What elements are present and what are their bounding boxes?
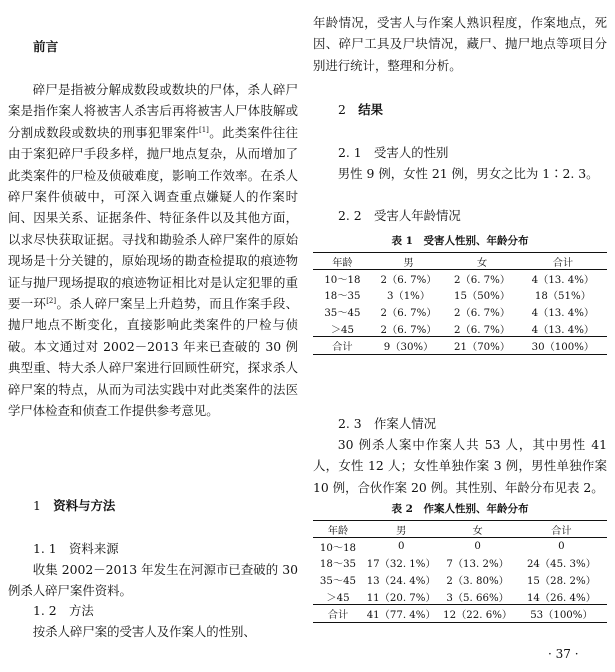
subsection-1-1-text: 收集 2002－2013 年发生在河源市已查破的 30 例杀人碎尸案件资料。 [8,562,298,599]
table-2-header: 合计 [516,521,607,538]
table-cell: 7（13. 2%） [446,559,509,571]
subsection-1-2-heading: 1. 2 方法 [33,603,94,618]
section-2-heading: 2 结果 [338,102,384,117]
table-row [313,287,607,304]
method-continuation: 年龄情况，受害人与作案人熟识程度，作案地点，死因、碎尸工具及尸块情况，藏尸、抛尸地点等项目分别进行统计，整理和分析。 [313,15,607,73]
table-2-header-row [313,521,607,538]
table-cell: 15（28. 2%） [526,575,596,587]
table-cell: ＞45 [330,324,354,336]
table-cell: 21（70%） [445,337,519,355]
table-cell: 2（6. 7%） [454,324,511,336]
table-2-header: 男 [363,521,439,538]
table-cell: 4（13. 4%） [531,324,595,336]
table-cell: 18（51%） [534,291,591,303]
table-2-header: 年龄 [313,521,363,538]
table-cell: 2（6. 7%） [380,307,437,319]
subsection-2-1-text: 男性 9 例，女性 21 例，男女之比为 1∶2. 3。 [337,166,599,181]
table-row [313,588,607,605]
table-1-header-row [313,253,607,270]
table-cell: ＞45 [326,592,350,604]
table-1-header: 合计 [519,253,607,270]
table-cell: 2（6. 7%） [454,274,511,286]
table-cell: 9（30%） [372,337,446,355]
table-total-row [313,605,607,623]
table-cell: 3（1%） [387,291,431,303]
table-cell: 10～18 [319,542,357,554]
table-2 [313,502,607,623]
page-number: · 37 · [548,647,579,661]
table-cell: 12（22. 6%） [439,605,515,623]
table-cell: 11（20. 7%） [366,592,436,604]
subsection-1-1-heading: 1. 1 资料来源 [33,541,119,556]
table-cell: 13（24. 4%） [366,575,436,587]
table-cell: 17（32. 1%） [366,559,436,571]
table-2-grid [313,520,607,623]
subsection-2-3-heading: 2. 3 作案人情况 [338,416,436,431]
subsection-2-3-text: 30 例杀人案中作案人共 53 人，其中男性 41 人，女性 12 人；女性单独作案 3 例，男性单独作案 10 例，合伙作案 20 例。其性别、年龄分布见表 2。 [313,437,607,495]
table-1-header: 年龄 [313,253,372,270]
table-cell: 2（6. 7%） [380,324,437,336]
table-cell: 10～18 [324,274,361,286]
table-1-header: 女 [445,253,519,270]
table-cell: 30（100%） [519,337,607,355]
table-cell: 41（77. 4%） [363,605,439,623]
subsection-1-2-text: 按杀人碎尸案的受害人及作案人的性别、 [32,624,256,639]
table-row [313,320,607,337]
table-cell: 0 [474,540,481,552]
subsection-2-1-heading: 2. 1 受害人的性别 [338,145,449,160]
table-cell: 合计 [313,337,372,355]
table-row [313,555,607,572]
table-cell: 15（50%） [454,291,511,303]
table-1-header: 男 [372,253,446,270]
preface-paragraph: 碎尸是指被分解成数段或数块的尸体，杀人碎尸案是指作案人将被害人杀害后再将被害人尸体肢解或分割成数段或数块的刑事犯罪案件[1]。此类案件往往由于案犯碎尸手段多样，抛尸地点复杂，从而增加了此类案件的尸检及侦破难度，影响工作效率。在杀人碎尸案件侦破中，可深入调查重点嫌疑人的作案时间、因果关系、证据条件、特征条件以及其他方面，以求尽快获取证据。寻找和勘验杀人碎尸案件的原始现场是十分关键的，原始现场的勘查检提取的痕迹物证与抛尸现场提取的痕迹物证相比对是认定犯罪的重要一环[2]。杀人碎尸案呈上升趋势，而且作案手段、抛尸地点不断变化，直接影响此类案件的尸检与侦破。本文通过对 2002－2013 年来已查破的 30 例典型重、特大杀人碎尸案进行回顾性研究，探求杀人碎尸案的特点，从而为司法实践中对此类案件的法医学尸体检查和侦查工作提供参考意见。 [8,82,299,419]
table-cell: 合计 [313,605,363,623]
table-2-header: 女 [439,521,515,538]
table-cell: 2（3. 80%） [446,575,509,587]
table-cell: 4（13. 4%） [531,307,595,319]
preface-heading: 前言 [33,39,59,54]
citation-1[interactable]: [1] [198,125,209,134]
table-cell: 53（100%） [516,605,607,623]
table-1-caption: 表 1 受害人性别、年龄分布 [391,235,529,247]
table-row [313,303,607,320]
table-cell: 24（45. 3%） [526,559,596,571]
table-total-row [313,337,607,355]
table-cell: 18～35 [319,559,357,571]
table-1 [313,234,607,355]
table-cell: 3（5. 66%） [446,592,509,604]
table-cell: 35～45 [324,307,361,319]
table-cell: 0 [397,540,405,552]
table-row [313,270,607,287]
table-cell: 35～45 [319,575,357,587]
subsection-2-2-heading: 2. 2 受害人年龄情况 [338,208,461,223]
citation-2[interactable]: [2] [46,296,57,305]
table-row [313,571,607,588]
table-cell: 18～35 [324,291,361,303]
table-cell: 4（13. 4%） [531,274,595,286]
table-cell: 2（6. 7%） [454,307,511,319]
section-1-heading: 1 资料与方法 [33,498,116,513]
table-cell: 0 [558,540,565,552]
table-cell: 2（6. 7%） [380,274,437,286]
table-cell: 14（26. 4%） [526,592,596,604]
table-row [313,538,607,555]
table-1-grid [313,252,607,355]
table-2-caption: 表 2 作案人性别、年龄分布 [391,503,529,515]
